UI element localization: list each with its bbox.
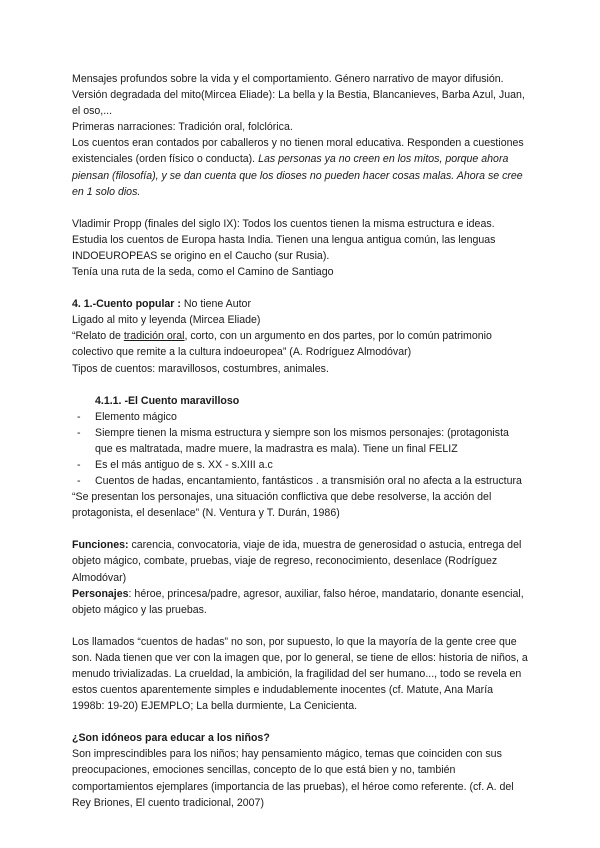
section-4-1-title: 4. 1.-Cuento popular : (72, 298, 181, 311)
idoneos-text: Son imprescindibles para los niños; hay pensamiento mágico, temas que coinciden con sus preocupaciones, emociones sencillas, concepto de lo que está bien y no, también comportamientos ejemplares (importancia de las pruebas), el héroe como referente. (cf. A. del Rey Briones, El cuento tradicional, 2007) (72, 748, 514, 809)
spacer (72, 200, 528, 216)
funciones-paragraph (72, 537, 528, 585)
propp-line-2: Estudia los cuentos de Europa hasta India. Tienen una lengua antigua común, las lenguas INDOEUROPEAS se origino en el Caucho (sur Rusia). (72, 233, 496, 262)
intro-line-3: Primeras narraciones: Tradición oral, folclórica. (72, 121, 293, 134)
section-4-1-quote (72, 328, 528, 360)
propp-line-1: Vladimir Propp (finales del siglo IX): Todos los cuentos tienen la misma estructura e ideas. (72, 217, 495, 230)
intro-line-4 (72, 135, 528, 199)
section-4-1-1-heading: 4.1.1. -El Cuento maravilloso (95, 394, 240, 407)
section-4-1-heading (72, 296, 528, 312)
propp-line-3: Tenía una ruta de la seda, como el Camino de Santiago (72, 266, 334, 279)
section-4-1-title-rest: No tiene Autor (180, 298, 251, 311)
quote-start: “Relato de (72, 330, 124, 343)
personajes-label: Personajes (72, 587, 129, 600)
quote-underlined: tradición oral (123, 330, 185, 343)
list-item: - Elemento mágico (72, 409, 528, 425)
intro-line-4-italic: Las personas ya no creen en los mitos, porque ahora piensan (filosofía), y se dan cuenta que los dioses no pueden hacer cosas malas. Ahora se cree en 1 solo dios. (72, 153, 523, 198)
personajes-paragraph (72, 586, 528, 618)
spacer (72, 377, 528, 393)
hadas-paragraph: Los llamados “cuentos de hadas” no son, por supuesto, lo que la mayoría de la gente cree que son. Nada tienen que ver con la imagen que, por lo general, se tiene de ellos: historia de niños, a menudo trivializadas. La crueldad, la ambición, la fragilidad del ser humano..., todo se revela en estos cuentos aparentemente simples e indudablemente inocentes (cf. Matute, Ana María 1998b: 19-20) EJEMPLO; La bella durmiente, La Cenicienta. (72, 635, 528, 713)
spacer (72, 280, 528, 296)
idoneos-heading: ¿Son idóneos para educar a los niños? (72, 732, 270, 745)
list-item: - Es el más antiguo de s. XX - s.XIII a.c (72, 457, 528, 473)
spacer (72, 618, 528, 634)
personajes-text: : héroe, princesa/padre, agresor, auxiliar, falso héroe, mandatario, donante esencial, objeto mágico y las pruebas. (72, 587, 524, 616)
spacer (72, 714, 528, 730)
intro-line-2: Versión degradada del mito(Mircea Eliade): La bella y la Bestia, Blancanieves, Barba Azul, Juan, el oso,... (72, 89, 525, 118)
section-4-1-types: Tipos de cuentos: maravillosos, costumbres, animales. (72, 362, 329, 375)
funciones-label: Funciones: (72, 539, 129, 552)
funciones-text: carencia, convocatoria, viaje de ida, muestra de generosidad o astucia, entrega del objeto mágico, combate, pruebas, viaje de regreso, reconocimiento, desenlace (Rodríguez Almodóvar) (72, 539, 522, 584)
maravilloso-list (72, 409, 528, 489)
intro-line-4-plain: Los cuentos eran contados por caballeros y no tienen moral educativa. Responden a cuestiones existenciales (orden físico o conducta). (72, 137, 524, 166)
section-4-1-line-1: Ligado al mito y leyenda (Mircea Eliade) (72, 314, 261, 327)
list-item: - Cuentos de hadas, encantamiento, fantásticos . a transmisión oral no afecta a la estructura (72, 473, 528, 489)
document-body (72, 71, 528, 811)
quote-end: , corto, con un argumento en dos partes, por lo común patrimonio colectivo que remite a la cultura indoeuropea” (A. Rodríguez Almodóvar) (72, 330, 492, 359)
list-item: - Siempre tienen la misma estructura y siempre son los mismos personajes: (protagonista que es maltratada, madre muere, la madrastra es mala). Tiene un final FELIZ (72, 425, 528, 457)
section-4-1-1-quote: “Se presentan los personajes, una situación conflictiva que debe resolverse, la acción del protagonista, el desenlace” (N. Ventura y T. Durán, 1986) (72, 491, 492, 520)
spacer (72, 521, 528, 537)
intro-line-1: Mensajes profundos sobre la vida y el comportamiento. Género narrativo de mayor difusión. (72, 73, 504, 85)
